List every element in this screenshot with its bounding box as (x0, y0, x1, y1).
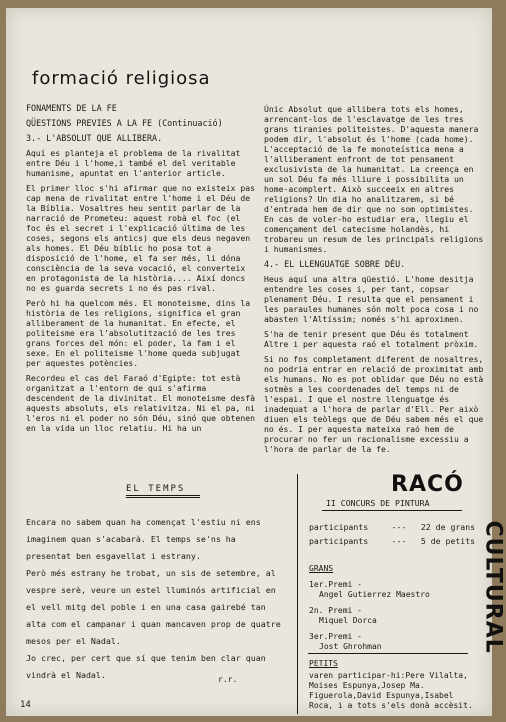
article-paragraph: Aquí es planteja el problema de la rivalitat entre Déu i l'home,i també el del veritable humanisme, apuntat en l'anterior article. (26, 148, 241, 178)
temps-title: EL TEMPS (126, 484, 186, 494)
prize-rank: 1er.Premi - (309, 580, 362, 589)
prize-winner: Miquel Dorca (319, 616, 377, 625)
stat-label: participants (309, 536, 369, 546)
grans-heading: GRANS (309, 564, 334, 573)
article-heading-absolut: 3.- L'ABSOLUT QUE ALLIBERA. (26, 133, 163, 143)
temps-paragraph: Però més estrany he trobat, un sis de setembre, al vespre serè, veure un estel lluminós artificial en el vell mitg del poble i en una casa gairebé tan alta com el campanar i quan mancaven prop de quatre mesos per el Nadal. (26, 568, 281, 646)
article-heading-fonaments: FONAMENTS DE LA FE (26, 103, 117, 113)
prize-winner: Angel Gutierrez Maestro (319, 590, 430, 599)
temps-signature: r.r. (218, 675, 238, 684)
stat-value: 5 de petits (420, 536, 476, 546)
petits-rule (308, 653, 468, 654)
temps-article (26, 514, 281, 684)
prize-item (309, 580, 430, 600)
page-number: 14 (20, 700, 31, 710)
right-article-column (264, 104, 486, 459)
prize-rank: 3er.Premi - (309, 632, 362, 641)
article-paragraph: S'ha de tenir present que Déu és totalment Altre i per aquesta raó el totalment pròxim. (264, 329, 479, 349)
stat-row-petits (309, 534, 475, 548)
prize-item (309, 606, 430, 626)
concurs-rule (322, 510, 462, 511)
magazine-page (6, 8, 506, 716)
article-paragraph: Heus aquí una altra qüestió. L'home desitja entendre les coses i, per tant, copsar plenament Déu. I resulta que el pensament i les paraules humanes són molt poca cosa i no abasten l'Altíssim; només s'hi aproximen. (264, 274, 479, 324)
raco-divider (297, 474, 298, 714)
participants-stats (309, 520, 475, 548)
left-article-column (26, 103, 258, 438)
article-paragraph: Si no fos completament diferent de nosaltres, no podria entrar en relació de proximitat amb els humans. No es pot oblidar que Déu no està sotmès a les coordenades del temps ni de l'espai. I que el nostre llenguatge és inadequat a l'hora de parlar d'Ell. Per això diuen els teòlegs que de Déu sabem més el que no és. I per aquesta mateixa raó hem de procurar no fer un racionalisme excessiu a l'hora de parlar de la fe. (264, 354, 484, 454)
article-heading-llenguatge: 4.- EL LLENGUATGE SOBRE DÉU. (264, 259, 406, 269)
prize-winner: Jost Ghrohman (319, 642, 382, 651)
stat-value: 22 de grans (420, 522, 476, 532)
raco-title: RACÓ (391, 472, 464, 497)
stat-dash: --- (391, 522, 407, 532)
section-title: formació religiosa (32, 68, 211, 89)
temps-paragraph: Jo crec, per cert que sí que tenim ben clar quan vindrà el Nadal. (26, 653, 266, 680)
prize-item (309, 632, 430, 652)
stat-dash: --- (391, 536, 407, 546)
temps-paragraph: Encara no sabem quan ha començat l'estiu ni ens imaginem quan s'acabarà. El temps se'ns ha presentat ben esgavellat i estrany. (26, 517, 261, 561)
article-paragraph: Únic Absolut que allibera tots els homes, arrencant-los de l'esclavatge de les tres grans tiranies politeistes. D'aquesta manera podem dir, l'absolut és l'home (cada home). L'acceptació de la fe monoteística mena a l'alliberament enfront de tot pensament exclusivista de la humanitat. La creença en un sol Déu fa més lliure i possibilita un home-acomplert. Això succeeix en altres religions? Un dia ho analitzarem, si bé d'entrada hem de dir que no som optimistes. En cas de voler-ho estudiar era, llegiu el començament del catecisme holandès, hi trobareu un resum de les principals religions i humanismes. (264, 104, 484, 254)
article-heading-questions: QÜESTIONS PREVIES A LA FE (Continuació) (26, 118, 223, 128)
article-paragraph: Però hi ha quelcom més. El monoteisme, dins la història de les religions, significa el gran alliberament de la humanitat. En efecte, el politeisme era l'absolutització de les tres grans forces del món: el poder, la fam i el sexe. En el politeisme l'home queda subjugat per aquestes potències. (26, 298, 251, 368)
cultural-vertical-title: CULTURAL (480, 520, 506, 654)
prize-rank: 2n. Premi - (309, 606, 362, 615)
stat-row-grans (309, 520, 475, 534)
temps-title-rule (126, 495, 200, 498)
concurs-title: II CONCURS DE PINTURA (326, 498, 430, 508)
stat-label: participants (309, 522, 369, 532)
article-paragraph: El primer lloc s'hi afirmar que no existeix pas cap mena de rivalitat entre l'home i el Déu de la Bíblia. Vosaltres heu sentit parlar de la narració de Prometeu: aquest robà el foc (el foc és el secret i l'explicació última de les coses, segons els antics) que els deus negaven als homes. El Déu bíblic ho posa tot a disposició de l'home, el fa ser més, li dóna consciència de la seva vocació, el converteix en protagonista de la història.... Així doncs no es guarda secrets i no és pas rival. (26, 183, 256, 293)
petits-heading: PETITS (309, 659, 338, 668)
article-paragraph: Recordeu el cas del Faraó d'Egipte: tot està organitzat a l'entorn de qui s'afirma descendent de la divinitat. El monoteisme desfà aquests absoluts, els relativitza. Ni el pa, ni l'eros ni el poder no són Déu, sinó que obtenen en la vida un lloc relatiu. Hi ha un (26, 373, 256, 433)
prize-list (309, 580, 430, 658)
petits-participants: varen participar-hi:Pere Vilalta, Moises Espunya,Josep Ma. Figuerola,David Espunya,Isabel Roca, i a tots s'els donà accèsit. (309, 671, 473, 710)
